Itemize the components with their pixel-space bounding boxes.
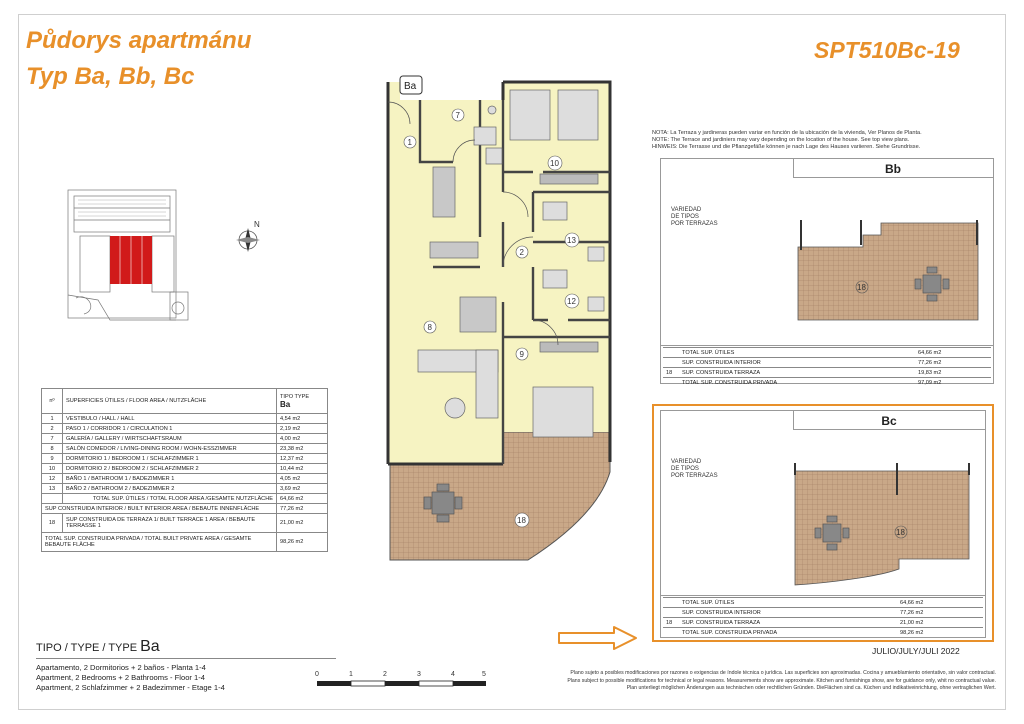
svg-text:8: 8 — [427, 323, 432, 332]
svg-text:1: 1 — [349, 671, 353, 678]
arrow-right-icon — [556, 624, 640, 652]
svg-text:9: 9 — [519, 350, 524, 359]
variant-bc-title: Bc — [881, 414, 897, 428]
svg-text:18: 18 — [517, 516, 526, 525]
table-row: 9 DORMITORIO 1 / BEDROOM 1 / SCHLAFZIMMER 1 12,37 m2 — [42, 454, 328, 464]
col-n: nº — [42, 389, 63, 414]
table-row: 12 BAÑO 1 / BATHROOM 1 / BADEZIMMER 1 4,05 m2 — [42, 474, 328, 484]
svg-text:13: 13 — [567, 236, 576, 245]
type-line: TIPO / TYPE / TYPE Ba — [36, 638, 160, 655]
variant-bb-panel — [660, 158, 994, 384]
col-type: TIPO TYPE Ba — [277, 389, 328, 414]
col-desc: SUPERFICIES ÚTILES / FLOOR AREA / NUTZFLÄCHE — [63, 389, 277, 414]
svg-text:12: 12 — [567, 297, 576, 306]
compass-north-label: N — [254, 220, 260, 229]
svg-text:5: 5 — [482, 671, 486, 678]
svg-text:3: 3 — [417, 671, 421, 678]
svg-text:7: 7 — [455, 111, 460, 120]
scale-bar — [312, 668, 497, 698]
area-table — [41, 388, 328, 552]
variant-bc-variedad: VARIEDAD DE TIPOS POR TERRAZAS — [671, 459, 718, 479]
variant-bc-panel — [660, 410, 986, 638]
svg-text:0: 0 — [315, 671, 319, 678]
plan-date: JULIO/JULY/JULI 2022 — [872, 646, 960, 656]
table-row: 1 VESTIBULO / HALL / HALL 4,54 m2 — [42, 414, 328, 424]
divider — [36, 658, 336, 659]
title-line1: Půdorys apartmánu — [26, 27, 252, 54]
subtitle: Apartamento, 2 Dormitorios + 2 baños - Planta 1-4 Apartment, 2 Bedrooms + 2 Bathrooms - Floor 1-4 Apartment, 2 Schlafzimmer + 2 Badezimmer - Etage 1-4 — [36, 663, 225, 692]
variant-bb-variedad: VARIEDAD DE TIPOS POR TERRAZAS — [671, 207, 718, 227]
total-private-row: TOTAL SUP. CONSTRUIDA PRIVADA / TOTAL BUILT PRIVATE AREA / GESAMTE BEBAUTE FLÄCHE 98,26 m2 — [42, 533, 328, 552]
table-row: 8 SALÓN COMEDOR / LIVING-DINING ROOM / WOHN-ESSZIMMER 23,38 m2 — [42, 444, 328, 454]
built-interior-row: SUP CONSTRUIDA INTERIOR / BUILT INTERIOR AREA / BEBAUTE INNENFLÄCHE 77,26 m2 — [42, 504, 328, 514]
svg-text:2: 2 — [519, 248, 524, 257]
total-useful-row: TOTAL SUP. ÚTILES / TOTAL FLOOR AREA /GESAMTE NUTZFLÄCHE 64,66 m2 — [42, 494, 328, 504]
svg-text:4: 4 — [451, 671, 455, 678]
variant-bb-title: Bb — [885, 162, 901, 176]
variant-bb-table: TOTAL SUP. ÚTILES 64,66 m2 SUP. CONSTRUIDA INTERIOR 77,26 m2 18 SUP. CONSTRUIDA TERRAZA 19,83 m2 TOTAL SUP. CONSTRUIDA PRIVADA 97,09 m2 — [663, 347, 991, 387]
variant-bc-terrace — [787, 459, 977, 589]
compass-icon — [228, 218, 268, 258]
table-row: 7 GALERÍA / GALLERY / WIRTSCHAFTSRAUM 4,00 m2 — [42, 434, 328, 444]
variant-bb-terrace — [793, 215, 983, 325]
disclaimer: Plano sujeto a posibles modificaciones por razones o exigencias de índole técnica o jurídica. Las superficies son aproximadas. Cocina y amueblamiento orientativo, sin valor contractual. Plans subject to possible modifications for technical or legal reasons. Measurements show are approximate. Kitchen and furnishings show, are for guidance only, whit no contractual value. Plan unterliegt möglichen Änderungen aus technischen oder rechtlichen Gründen. DieFlächen sind ca. Küchen und indikativeinrichtung, ohne vertraglichen Wert. — [567, 670, 996, 691]
terrace-row: 18 SUP CONSTRUIDA DE TERRAZA 1/ BUILT TERRACE 1 AREA / BEBAUTE TERRASSE 1 21,00 m2 — [42, 514, 328, 533]
svg-text:1: 1 — [407, 138, 412, 147]
floor-plan — [378, 72, 618, 592]
table-row: 13 BAÑO 2 / BATHROOM 2 / BADEZIMMER 2 3,69 m2 — [42, 484, 328, 494]
svg-text:2: 2 — [383, 671, 387, 678]
svg-text:10: 10 — [550, 159, 559, 168]
plan-code: SPT510Bc-19 — [814, 37, 960, 63]
note: NOTA: La Terraza y jardineras pueden variar en función de la ubicación de la vivienda, Ver Planos de Planta. NOTE: The Terrace and jardiniers may vary depending on the location of the house. See top view plans. HINWEIS: Die Terrasse und die Pflanzgefäße können je nach Lage des Hauses variieren. Siehe Grundrisse. — [652, 130, 922, 150]
title-line2: Typ Ba, Bb, Bc — [26, 63, 195, 90]
svg-text:18: 18 — [896, 528, 905, 537]
variant-bc-table: TOTAL SUP. ÚTILES 64,66 m2 SUP. CONSTRUIDA INTERIOR 77,26 m2 18 SUP. CONSTRUIDA TERRAZA 21,00 m2 TOTAL SUP. CONSTRUIDA PRIVADA 98,26 m2 — [663, 597, 983, 637]
table-row: 10 DORMITORIO 2 / BEDROOM 2 / SCHLAFZIMMER 2 10,44 m2 — [42, 464, 328, 474]
site-key-plan — [58, 180, 198, 330]
plan-type-badge: Ba — [404, 81, 417, 92]
table-row: 2 PASO 1 / CORRIDOR 1 / CIRCULATION 1 2,19 m2 — [42, 424, 328, 434]
svg-text:18: 18 — [857, 283, 866, 292]
